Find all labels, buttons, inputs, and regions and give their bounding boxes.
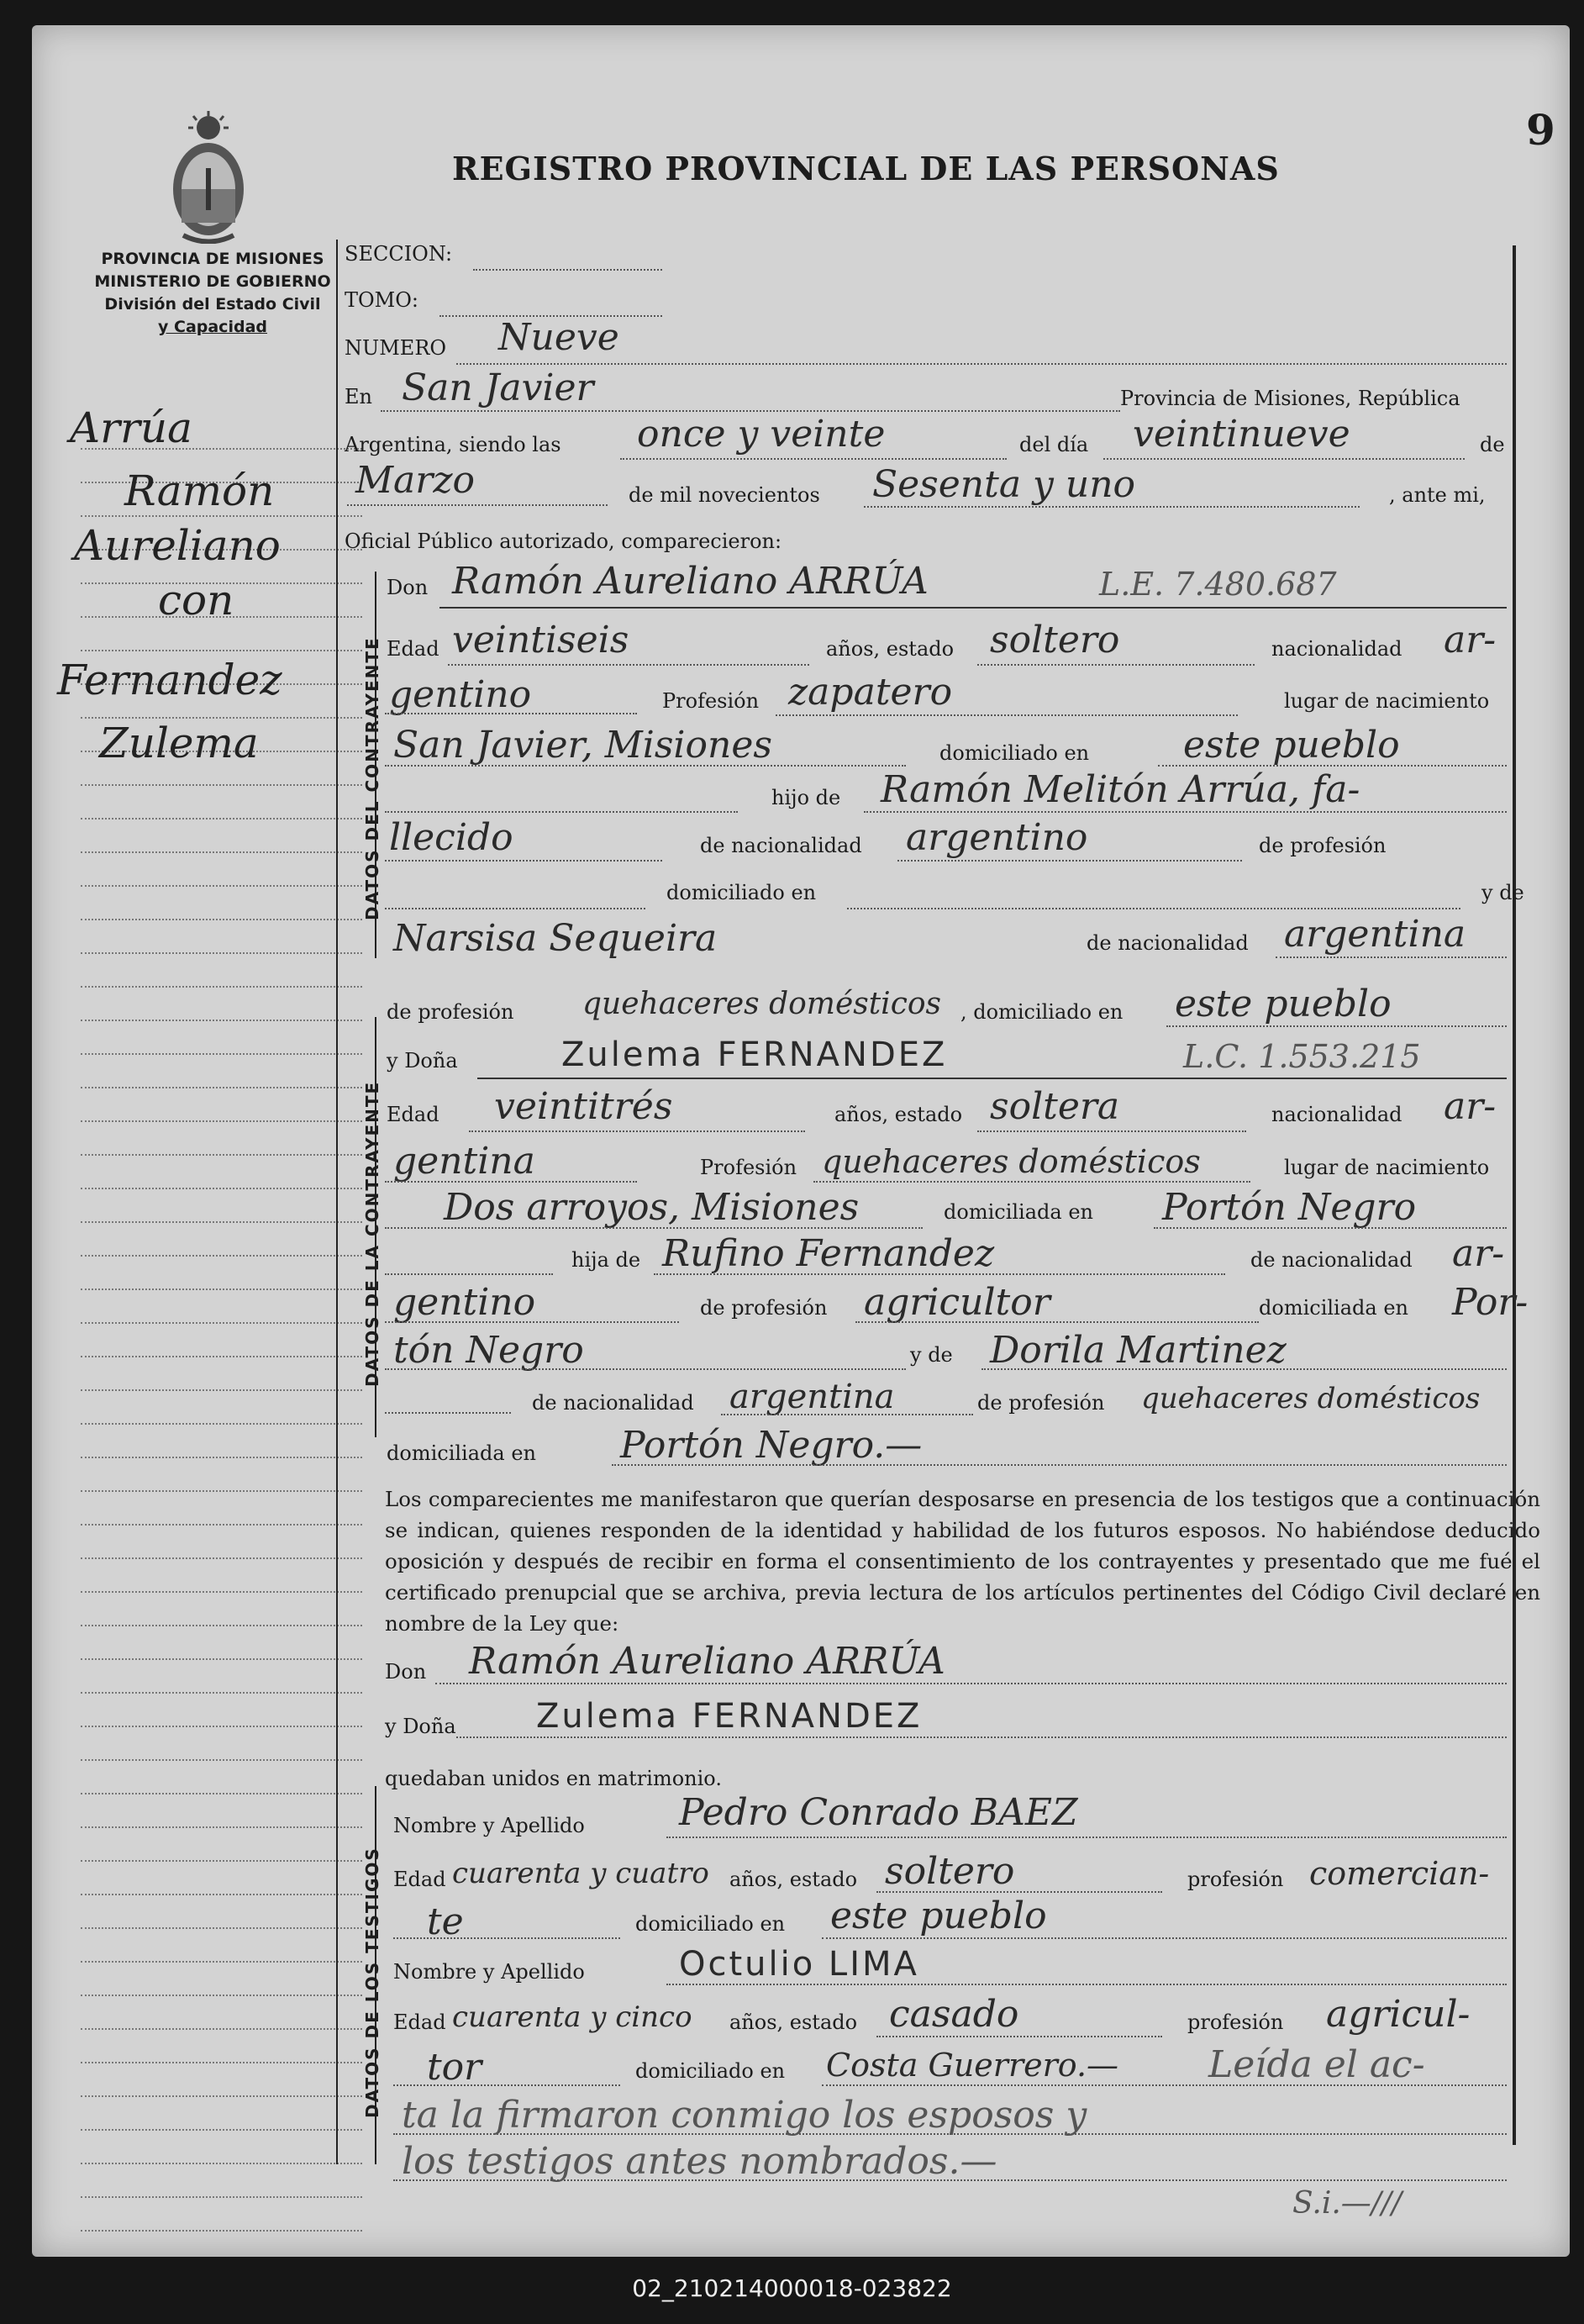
agency-block bbox=[66, 248, 360, 339]
groom-nacionalidad-b: gentino bbox=[389, 673, 532, 716]
agency-line-1: PROVINCIA DE MISIONES bbox=[101, 250, 324, 268]
bride-madre-profesion: quehaceres domésticos bbox=[1141, 1382, 1481, 1415]
w1-anios-estado-label: años, estado bbox=[729, 1868, 858, 1891]
bride-padre: Rufino Fernandez bbox=[662, 1232, 995, 1275]
bride-padre-prof-line bbox=[855, 1321, 1259, 1323]
w2-prof-b-line bbox=[393, 2084, 620, 2086]
margin-note-con: con bbox=[158, 576, 234, 624]
anio-value: Sesenta y uno bbox=[872, 463, 1136, 506]
groom-nacionalidad-label: nacionalidad bbox=[1271, 637, 1402, 661]
coat-of-arms-icon bbox=[158, 109, 259, 244]
w1-profesion-a: comercian- bbox=[1309, 1855, 1490, 1892]
closing-line-2: los testigos antes nombrados.— bbox=[402, 2140, 997, 2183]
numero-label: NUMERO bbox=[345, 336, 447, 360]
bride-padre-dom-line bbox=[385, 1368, 906, 1370]
en-label: En bbox=[345, 385, 372, 408]
groom-domiciliado-label: domiciliado en bbox=[939, 741, 1090, 765]
groom-madre-domicilio: este pueblo bbox=[1175, 983, 1392, 1025]
groom-edad-label: Edad bbox=[387, 637, 439, 661]
bride-lugar-line bbox=[385, 1227, 923, 1229]
groom-edad: veintiseis bbox=[452, 619, 629, 661]
w2-estado-line bbox=[876, 2036, 1162, 2037]
w2-name: Octulio LIMA bbox=[679, 1945, 919, 1984]
w1-prof-b-line bbox=[393, 1937, 620, 1939]
groom-hijo-de-label: hijo de bbox=[771, 786, 841, 809]
bride-hija-de-label: hija de bbox=[571, 1248, 641, 1272]
bride-name: Zulema FERNANDEZ bbox=[561, 1036, 948, 1074]
bride-madre-pre-line bbox=[385, 1412, 511, 1414]
bride-padre-dom-b: tón Negro bbox=[393, 1329, 584, 1372]
groom-hijo-pre-line bbox=[385, 811, 738, 813]
bride-profesion-label: Profesión bbox=[700, 1156, 797, 1179]
closing-line-1-rule bbox=[393, 2133, 1507, 2135]
w1-domiciliado-label: domiciliado en bbox=[635, 1912, 786, 1936]
bride-madre-line bbox=[981, 1368, 1507, 1370]
groom-domicilio: este pueblo bbox=[1183, 724, 1400, 767]
w2-note: Leída el ac- bbox=[1208, 2043, 1425, 2086]
groom-section-label: DATOS DEL CONTRAYENTE bbox=[362, 636, 382, 920]
bride-lugar-nac-label: lugar de nacimiento bbox=[1284, 1156, 1490, 1179]
w1-edad-label: Edad bbox=[393, 1868, 446, 1891]
mes-value: Marzo bbox=[355, 459, 475, 502]
bride-padre-nac-a: ar- bbox=[1452, 1232, 1505, 1275]
groom-de-nacionalidad-label: de nacionalidad bbox=[700, 834, 862, 857]
del-dia-label: del día bbox=[1019, 433, 1089, 456]
bride-dom-line bbox=[1154, 1227, 1507, 1229]
w2-name-line bbox=[666, 1984, 1507, 1985]
groom-lugar-nac-label: lugar de nacimiento bbox=[1284, 689, 1490, 713]
decl-dona-line bbox=[456, 1736, 1507, 1738]
groom-estado: soltero bbox=[990, 619, 1120, 661]
bride-edad-label: Edad bbox=[387, 1103, 439, 1126]
groom-padre-nacionalidad: argentino bbox=[906, 816, 1088, 859]
bride-domicilio: Portón Negro bbox=[1162, 1186, 1417, 1229]
groom-edad-line bbox=[448, 664, 809, 666]
initials: S.i.—/// bbox=[1292, 2186, 1402, 2221]
w2-domiciliado-label: domiciliado en bbox=[635, 2059, 786, 2083]
de-mil-label: de mil novecientos bbox=[629, 483, 820, 507]
bride-nacionalidad-b: gentina bbox=[393, 1140, 535, 1183]
groom-madre-dom-line bbox=[1166, 1025, 1507, 1027]
agency-line-3: División del Estado Civil bbox=[104, 295, 321, 314]
document-title: REGISTRO PROVINCIAL DE LAS PERSONAS bbox=[452, 150, 1280, 187]
bride-nac-line bbox=[385, 1181, 637, 1183]
bride-madre-nacionalidad: argentina bbox=[729, 1378, 895, 1416]
bride-lugar-nacimiento: Dos arroyos, Misiones bbox=[444, 1186, 860, 1229]
dia-line bbox=[1103, 458, 1465, 460]
decl-don-label: Don bbox=[385, 1660, 427, 1684]
groom-document: L.E. 7.480.687 bbox=[1099, 566, 1337, 603]
groom-estado-line bbox=[977, 664, 1255, 666]
bride-nacionalidad-label: nacionalidad bbox=[1271, 1103, 1402, 1126]
groom-padre-a: Ramón Melitón Arrúa, fa- bbox=[881, 768, 1360, 811]
margin-note-middle: Aureliano bbox=[74, 521, 281, 570]
hora-value: once y veinte bbox=[637, 413, 886, 456]
w1-name-line bbox=[666, 1837, 1507, 1838]
margin-note-name: Ramón bbox=[124, 466, 275, 515]
groom-lugar-line bbox=[385, 765, 906, 767]
groom-de-profesion-label: de profesión bbox=[1259, 834, 1387, 857]
groom-domiciliado-label-2: domiciliado en bbox=[666, 881, 817, 904]
oficial-label: Oficial Público autorizado, comparecieron: bbox=[345, 530, 782, 553]
groom-padre-nac-line bbox=[897, 860, 1242, 862]
bride-nacionalidad-a: ar- bbox=[1444, 1085, 1497, 1128]
bride-dona-label: y Doña bbox=[387, 1049, 458, 1072]
numero-value: Nueve bbox=[498, 316, 619, 359]
groom-prof-line bbox=[385, 908, 645, 909]
groom-padre-line bbox=[864, 811, 1507, 813]
w1-name: Pedro Conrado BAEZ bbox=[679, 1791, 1078, 1834]
w2-nombre-label: Nombre y Apellido bbox=[393, 1960, 585, 1984]
w2-domicilio: Costa Guerrero.— bbox=[826, 2047, 1119, 2084]
bride-padre-profesion: agricultor bbox=[864, 1281, 1050, 1324]
bride-madre-dom-label: domiciliada en bbox=[387, 1441, 536, 1465]
w2-profesion-a: agricul- bbox=[1326, 1993, 1471, 2036]
groom-profesion-label: Profesión bbox=[662, 689, 760, 713]
groom-y-de-label: y de bbox=[1481, 881, 1524, 904]
w1-edad: cuarenta y cuatro bbox=[452, 1857, 709, 1890]
groom-lugar-nacimiento: San Javier, Misiones bbox=[393, 724, 772, 767]
w1-profesion-b: te bbox=[427, 1900, 464, 1943]
bride-madre-nac-label: de nacionalidad bbox=[532, 1391, 694, 1415]
ante-mi-label: , ante mi, bbox=[1389, 483, 1486, 507]
groom-name-line bbox=[439, 607, 1507, 609]
lugar-value: San Javier bbox=[402, 366, 594, 409]
bride-padre-prof-label: de profesión bbox=[700, 1296, 828, 1320]
groom-domic-line-2 bbox=[847, 908, 1460, 909]
bride-padre-nac-label: de nacionalidad bbox=[1250, 1248, 1413, 1272]
w2-profesion-b: tor bbox=[427, 2046, 482, 2089]
decl-don-line bbox=[435, 1683, 1507, 1684]
bride-domiciliada-label: domiciliada en bbox=[944, 1200, 1093, 1224]
w1-nombre-label: Nombre y Apellido bbox=[393, 1814, 585, 1837]
argentina-siendo-label: Argentina, siendo las bbox=[345, 433, 561, 456]
w2-profesion-label: profesión bbox=[1187, 2010, 1284, 2034]
groom-madre: Narsisa Sequeira bbox=[393, 917, 718, 960]
groom-padre-b: llecido bbox=[389, 816, 513, 859]
decl-dona-name: Zulema FERNANDEZ bbox=[536, 1697, 923, 1736]
groom-madre-profesion: quehaceres domésticos bbox=[582, 987, 942, 1021]
groom-domicilio-line bbox=[1158, 765, 1507, 767]
page-number: 9 bbox=[1526, 105, 1555, 155]
bride-profesion: quehaceres domésticos bbox=[822, 1143, 1201, 1180]
bride-prof-line bbox=[813, 1181, 1250, 1183]
numero-line bbox=[456, 363, 1507, 365]
mes-line bbox=[347, 504, 608, 506]
anio-line bbox=[864, 506, 1360, 508]
agency-line-2: MINISTERIO DE GOBIERNO bbox=[94, 272, 331, 291]
de-label: de bbox=[1480, 433, 1505, 456]
groom-anios-estado-label: años, estado bbox=[826, 637, 955, 661]
bride-section-label: DATOS DE LA CONTRAYENTE bbox=[362, 1080, 382, 1387]
groom-madre-nacionalidad: argentina bbox=[1284, 913, 1466, 956]
closing-line-1: ta la firmaron conmigo los esposos y bbox=[402, 2094, 1087, 2137]
groom-padre-b-line bbox=[385, 860, 662, 862]
bride-madre-dom-line bbox=[612, 1464, 1507, 1466]
groom-profesion: zapatero bbox=[788, 671, 953, 714]
margin-note-bride-name: Zulema bbox=[99, 719, 259, 767]
decl-dona-label: y Doña bbox=[385, 1715, 456, 1738]
bride-padre-nac-b: gentino bbox=[393, 1281, 536, 1324]
w1-profesion-label: profesión bbox=[1187, 1868, 1284, 1891]
bride-y-de-label: y de bbox=[910, 1343, 953, 1367]
w1-domicilio: este pueblo bbox=[830, 1895, 1047, 1937]
groom-name: Ramón Aureliano ARRÚA bbox=[452, 560, 929, 603]
form-right-rule bbox=[1513, 245, 1516, 2145]
w2-anios-estado-label: años, estado bbox=[729, 2010, 858, 2034]
margin-note-bride-surname: Fernandez bbox=[57, 656, 282, 704]
decl-don-name: Ramón Aureliano ARRÚA bbox=[469, 1640, 945, 1683]
groom-profesion-line bbox=[776, 714, 1238, 716]
bride-edad: veintitrés bbox=[494, 1085, 673, 1128]
margin-note-surname: Arrúa bbox=[70, 403, 192, 452]
bride-padre-dom-a: Por- bbox=[1452, 1281, 1529, 1324]
groom-madre-nac-line bbox=[1276, 956, 1507, 958]
bride-hija-pre-line bbox=[385, 1273, 553, 1275]
form-left-rule bbox=[336, 240, 338, 2164]
w2-dom-line bbox=[822, 2084, 1507, 2086]
bride-padre-line bbox=[654, 1273, 1225, 1275]
w1-dom-line bbox=[822, 1937, 1507, 1939]
w2-edad-label: Edad bbox=[393, 2010, 446, 2034]
groom-nacionalidad-a: ar- bbox=[1444, 619, 1497, 661]
bride-estado-line bbox=[977, 1130, 1246, 1132]
hora-line bbox=[620, 458, 1007, 460]
bride-name-line bbox=[477, 1078, 1507, 1079]
bride-padre-nac-line bbox=[385, 1321, 679, 1323]
w2-edad: cuarenta y cinco bbox=[452, 2000, 692, 2034]
w1-estado: soltero bbox=[885, 1850, 1015, 1893]
groom-nac-line bbox=[385, 713, 637, 714]
bride-madre-domicilio: Portón Negro.— bbox=[620, 1424, 923, 1467]
dia-value: veintinueve bbox=[1133, 413, 1350, 456]
tomo-label: TOMO: bbox=[345, 288, 419, 312]
bride-madre-prof-label: de profesión bbox=[977, 1391, 1105, 1415]
w2-estado: casado bbox=[889, 1993, 1019, 2036]
bride-estado: soltera bbox=[990, 1085, 1120, 1128]
seccion-label: SECCION: bbox=[345, 242, 453, 266]
document-page bbox=[32, 25, 1570, 2257]
groom-madre-nac-label: de nacionalidad bbox=[1087, 931, 1249, 955]
bride-madre-nac-line bbox=[721, 1414, 973, 1415]
bride-anios-estado-label: años, estado bbox=[834, 1103, 963, 1126]
witness-section-label: DATOS DE LOS TESTIGOS bbox=[362, 1847, 382, 2118]
decl-closing: quedaban unidos en matrimonio. bbox=[385, 1767, 722, 1790]
declaration-text: Los comparecientes me manifestaron que querían desposarse en presencia de los testigos que a continuación se indican, quienes responden de la identidad y habilidad de los futuros esposos. No habiéndose deducido oposición y después de recibir en forma el consentimiento de los contrayentes y presentado que me fué el certificado prenupcial que se archiva, previa lectura de los artículos pertinentes del Código Civil declaré en nombre de la Ley que: bbox=[385, 1487, 1540, 1636]
agency-line-4: y Capacidad bbox=[158, 318, 267, 336]
lugar-line bbox=[381, 410, 1120, 412]
groom-madre-prof-label: de profesión bbox=[387, 1000, 514, 1024]
bride-madre: Dorila Martinez bbox=[990, 1329, 1287, 1372]
provincia-label: Provincia de Misiones, República bbox=[1120, 387, 1460, 410]
bride-edad-line bbox=[469, 1130, 805, 1132]
groom-don-label: Don bbox=[387, 576, 429, 599]
bride-document: L.C. 1.553.215 bbox=[1183, 1038, 1421, 1075]
seccion-line bbox=[473, 269, 662, 271]
closing-line-2-rule bbox=[393, 2179, 1507, 2181]
groom-madre-dom-label: , domiciliado en bbox=[960, 1000, 1124, 1024]
scan-id-caption: 02_210214000018-023822 bbox=[632, 2274, 952, 2302]
w1-estado-line bbox=[876, 1891, 1162, 1893]
bride-padre-dom-label: domiciliada en bbox=[1259, 1296, 1408, 1320]
